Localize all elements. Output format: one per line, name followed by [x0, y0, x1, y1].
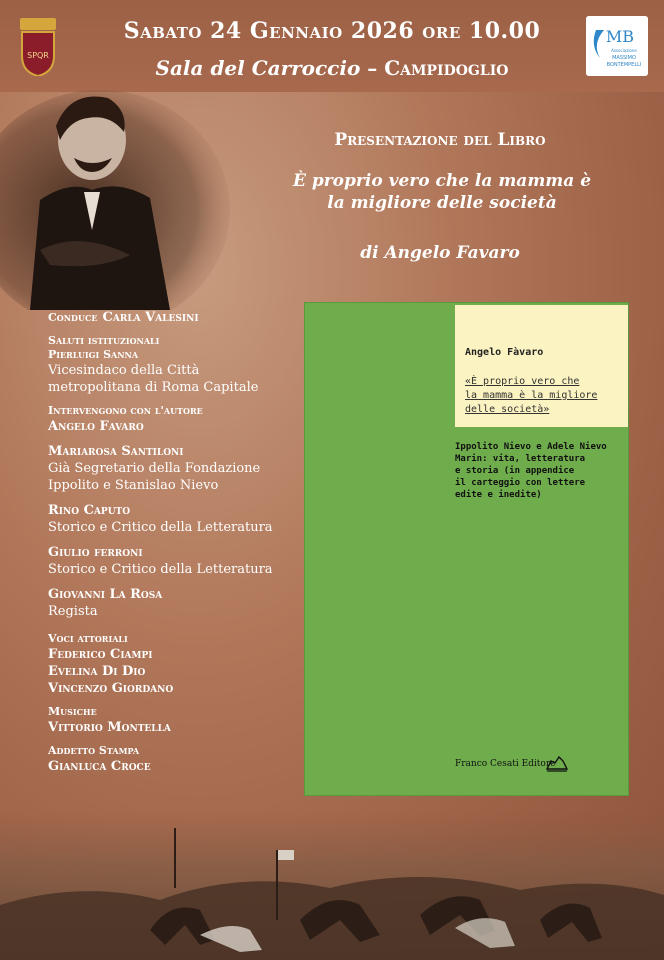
speaker-name: Giovanni La Rosa	[48, 587, 163, 602]
book-title-line2: la migliore delle società	[327, 193, 557, 213]
moderator-name: Carla Valesini	[102, 310, 199, 325]
event-date: Sabato 24 Gennaio 2026 ore 10.00	[123, 18, 541, 44]
program-list	[48, 306, 308, 783]
by-author: di Angelo Favaro	[360, 243, 520, 263]
author-name: Angelo Favaro	[48, 419, 144, 434]
speaker-role: Regista	[48, 604, 98, 619]
speaker-role: Ippolito e Stanislao Nievo	[48, 478, 219, 493]
speaker-name: Mariarosa Santiloni	[48, 444, 184, 459]
voice-actor-name: Vincenzo Giordano	[48, 681, 174, 696]
speaker-block	[48, 544, 308, 578]
intervengono-label: Intervengono con l'autore	[48, 404, 203, 417]
book-cover-author: Angelo Fàvaro	[465, 347, 544, 358]
desc-line: Marin: vita, letteratura	[455, 454, 586, 464]
voice-actor-name: Evelina Di Dio	[48, 664, 146, 679]
speaker-block	[48, 502, 308, 536]
speaker-role: Già Segretario della Fondazione	[48, 461, 261, 476]
saluti-role-line2: metropolitana di Roma Capitale	[48, 380, 259, 395]
bontempelli-association-logo	[586, 16, 648, 76]
saluti-role-line1: Vicesindaco della Città	[48, 363, 200, 378]
speaker-role: Storico e Critico della Letteratura	[48, 520, 273, 535]
book-title-line1: È proprio vero che la mamma è	[292, 171, 592, 191]
publisher-name: Franco Cesati Editore	[455, 759, 556, 769]
desc-line: il carteggio con lettere	[455, 478, 586, 488]
spqr-text: SPQR	[27, 51, 49, 60]
svg-text:BONTEMPELLI: BONTEMPELLI	[606, 62, 642, 68]
venue-dash: –	[360, 56, 385, 80]
presentation-title: Presentazione del Libro	[334, 130, 546, 150]
book-cover-subtitle	[465, 375, 625, 417]
speaker-name: Giulio ferroni	[48, 545, 143, 560]
musiche-label: Musiche	[48, 705, 97, 718]
book-cover	[304, 302, 629, 796]
speaker-name: Rino Caputo	[48, 503, 131, 518]
press-block	[48, 744, 308, 775]
voices-block	[48, 632, 308, 697]
author-portrait-illustration	[0, 80, 250, 310]
subtitle-line: delle società»	[465, 404, 550, 415]
musician-name: Vittorio Montella	[48, 720, 171, 735]
book-cover-description	[455, 441, 625, 501]
venue-place: Campidoglio	[384, 56, 509, 80]
desc-line: e storia (in appendice	[455, 466, 575, 476]
greetings-block	[48, 334, 308, 396]
speakers-intro-block	[48, 404, 308, 435]
conduce-label: Conduce	[48, 311, 98, 324]
desc-line: edite e inedite)	[455, 490, 542, 500]
mb-text: MB	[605, 27, 635, 46]
svg-text:MASSIMO: MASSIMO	[612, 55, 636, 61]
subtitle-line: «È proprio vero che	[465, 376, 580, 387]
saluti-label: Saluti istituzionali	[48, 334, 160, 347]
venue-name: Sala del Carroccio	[155, 56, 361, 80]
press-officer-name: Gianluca Croce	[48, 759, 151, 774]
music-block	[48, 705, 308, 736]
svg-text:Associazione: Associazione	[611, 48, 637, 53]
event-venue	[0, 56, 664, 80]
publisher-logo-icon	[545, 753, 569, 773]
battle-scene-illustration	[0, 810, 664, 960]
saluti-name: Pierluigi Sanna	[48, 348, 139, 361]
voci-label: Voci attoriali	[48, 632, 128, 645]
subtitle-line: la mamma è la migliore	[465, 390, 598, 401]
moderator-block	[48, 306, 308, 326]
voice-actor-name: Federico Ciampi	[48, 647, 153, 662]
speaker-role: Storico e Critico della Letteratura	[48, 562, 273, 577]
book-title	[220, 170, 664, 214]
desc-line: Ippolito Nievo e Adele Nievo	[455, 442, 607, 452]
speaker-block	[48, 443, 308, 494]
speaker-block	[48, 586, 308, 620]
stampa-label: Addetto Stampa	[48, 744, 140, 757]
